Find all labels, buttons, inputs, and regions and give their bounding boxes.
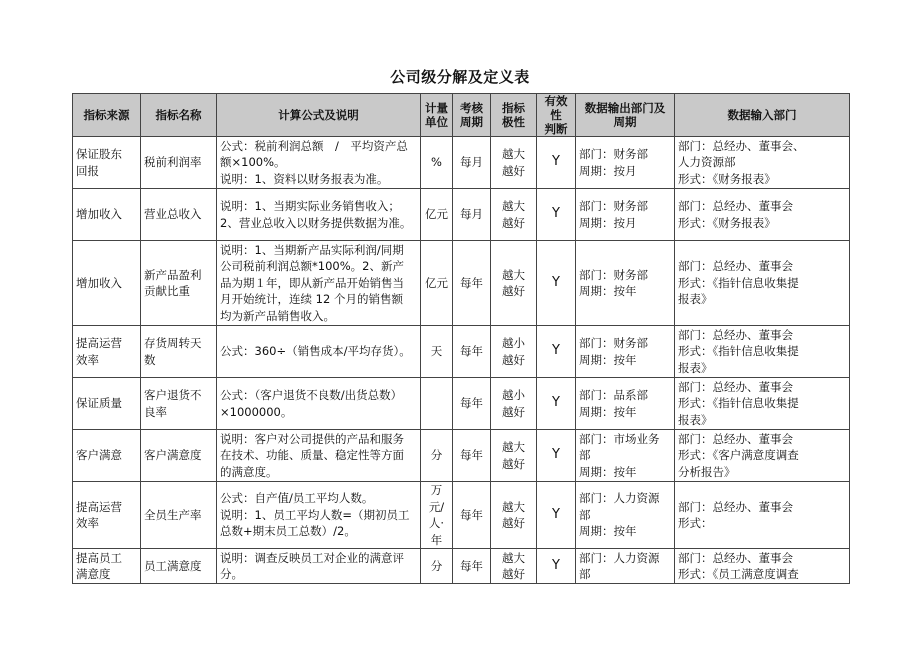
table-row [73, 326, 850, 378]
cell-polarity: 越小 越好 [491, 378, 537, 430]
cell-polarity: 越大 越好 [491, 241, 537, 326]
cell-formula: 说明：客户对公司提供的产品和服务 在技术、功能、质量、稳定性等方面 的满意度。 [217, 430, 421, 482]
col-header-name: 指标名称 [141, 94, 217, 137]
cell-formula: 公式：税前利润总额 / 平均资产总 额×100%。 说明：1、资料以财务报表为准。 [217, 137, 421, 189]
cell-output-dept: 部门：人力资源 部 [576, 549, 675, 584]
cell-formula: 公式：360÷（销售成本/平均存货）。 [217, 326, 421, 378]
cell-polarity: 越大 越好 [491, 137, 537, 189]
table-row [73, 241, 850, 326]
cell-source: 保证质量 [73, 378, 141, 430]
cell-input-dept: 部门：总经办、董事会 形式：《财务报表》 [675, 189, 850, 241]
cell-name: 新产品盈利 贡献比重 [141, 241, 217, 326]
cell-unit: 万元/ 人· 年 [421, 482, 453, 549]
cell-name: 存货周转天 数 [141, 326, 217, 378]
cell-source: 提高运营 效率 [73, 482, 141, 549]
cell-period: 每年 [453, 378, 491, 430]
cell-source: 保证股东 回报 [73, 137, 141, 189]
cell-input-dept: 部门：总经办、董事会 形式：《客户满意度调查 分析报告》 [675, 430, 850, 482]
cell-input-dept: 部门：总经办、董事会 形式：《指针信息收集提 报表》 [675, 241, 850, 326]
cell-name: 员工满意度 [141, 549, 217, 584]
cell-input-dept: 部门：总经办、董事会、 人力资源部 形式：《财务报表》 [675, 137, 850, 189]
cell-output-dept: 部门：财务部 周期：按年 [576, 241, 675, 326]
cell-validity: Y [537, 482, 576, 549]
col-header-polarity: 指标 极性 [491, 94, 537, 137]
cell-period: 每年 [453, 482, 491, 549]
col-header-source: 指标来源 [73, 94, 141, 137]
cell-unit: 天 [421, 326, 453, 378]
col-header-formula: 计算公式及说明 [217, 94, 421, 137]
cell-unit [421, 378, 453, 430]
col-header-output-dept: 数据输出部门及 周期 [576, 94, 675, 137]
cell-unit: 分 [421, 549, 453, 584]
header-row [73, 94, 850, 137]
cell-name: 客户退货不 良率 [141, 378, 217, 430]
cell-polarity: 越大 越好 [491, 482, 537, 549]
col-header-input-dept: 数据输入部门 [675, 94, 850, 137]
cell-output-dept: 部门：财务部 周期：按月 [576, 137, 675, 189]
table-row [73, 189, 850, 241]
cell-input-dept: 部门：总经办、董事会 形式：《指针信息收集提 报表》 [675, 378, 850, 430]
cell-period: 每年 [453, 241, 491, 326]
table-row [73, 430, 850, 482]
cell-output-dept: 部门：财务部 周期：按年 [576, 326, 675, 378]
cell-output-dept: 部门：市场业务 部 周期：按年 [576, 430, 675, 482]
cell-name: 全员生产率 [141, 482, 217, 549]
cell-source: 增加收入 [73, 241, 141, 326]
cell-validity: Y [537, 241, 576, 326]
cell-polarity: 越大 越好 [491, 549, 537, 584]
cell-formula: 说明：1、当期新产品实际利润/同期 公司税前利润总额*100%。2、新产 品为期１年，即从新产品开始销售当 月开始统计，连续 12 个月的销售额 均为新产品销售收入。 [217, 241, 421, 326]
cell-input-dept: 部门：总经办、董事会 形式：《指针信息收集提 报表》 [675, 326, 850, 378]
cell-output-dept: 部门：财务部 周期：按月 [576, 189, 675, 241]
cell-period: 每年 [453, 430, 491, 482]
cell-formula: 公式：自产值/员工平均人数。 说明：1、员工平均人数=（期初员工 总数+期末员工总数）/2。 [217, 482, 421, 549]
cell-formula: 说明：1、当期实际业务销售收入； 2、营业总收入以财务提供数据为准。 [217, 189, 421, 241]
cell-formula: 公式：（客户退货不良数/出货总数） ×1000000。 [217, 378, 421, 430]
cell-validity: Y [537, 189, 576, 241]
cell-validity: Y [537, 326, 576, 378]
cell-period: 每年 [453, 549, 491, 584]
cell-source: 提高运营 效率 [73, 326, 141, 378]
col-header-validity: 有效性 判断 [537, 94, 576, 137]
cell-name: 税前利润率 [141, 137, 217, 189]
cell-validity: Y [537, 137, 576, 189]
cell-formula: 说明：调查反映员工对企业的满意评 分。 [217, 549, 421, 584]
page-title: 公司级分解及定义表 [390, 68, 530, 86]
cell-period: 每月 [453, 137, 491, 189]
cell-input-dept: 部门：总经办、董事会 形式： [675, 482, 850, 549]
cell-polarity: 越小 越好 [491, 326, 537, 378]
cell-output-dept: 部门：品系部 周期：按年 [576, 378, 675, 430]
cell-input-dept: 部门：总经办、董事会 形式：《员工满意度调查 [675, 549, 850, 584]
col-header-unit: 计量 单位 [421, 94, 453, 137]
cell-polarity: 越大 越好 [491, 430, 537, 482]
cell-unit: 亿元 [421, 241, 453, 326]
cell-source: 客户满意 [73, 430, 141, 482]
table-row [73, 482, 850, 549]
cell-period: 每年 [453, 326, 491, 378]
cell-unit: % [421, 137, 453, 189]
cell-period: 每月 [453, 189, 491, 241]
table-row [73, 137, 850, 189]
cell-unit: 分 [421, 430, 453, 482]
cell-validity: Y [537, 430, 576, 482]
cell-name: 营业总收入 [141, 189, 217, 241]
cell-name: 客户满意度 [141, 430, 217, 482]
cell-source: 增加收入 [73, 189, 141, 241]
cell-source: 提高员工 满意度 [73, 549, 141, 584]
cell-output-dept: 部门：人力资源 部 周期：按年 [576, 482, 675, 549]
definitions-table [72, 93, 850, 584]
table-row [73, 549, 850, 584]
col-header-period: 考核 周期 [453, 94, 491, 137]
cell-unit: 亿元 [421, 189, 453, 241]
table-row [73, 378, 850, 430]
cell-validity: Y [537, 378, 576, 430]
cell-validity: Y [537, 549, 576, 584]
cell-polarity: 越大 越好 [491, 189, 537, 241]
